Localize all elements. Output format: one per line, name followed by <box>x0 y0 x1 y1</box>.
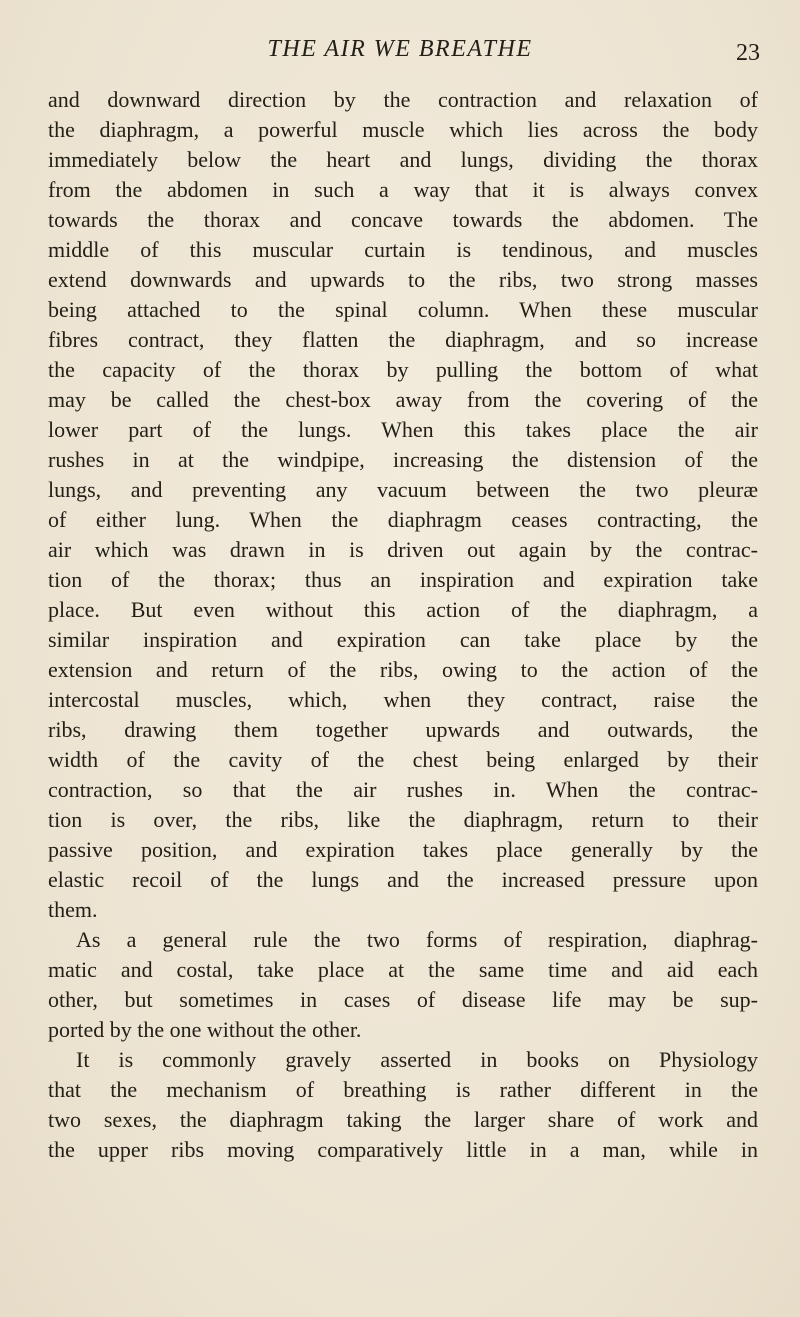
text-line: As a general rule the two forms of respiration, diaphrag- <box>76 927 758 952</box>
text-line: matic and costal, take place at the same time and aid each <box>48 957 758 982</box>
text-line: elastic recoil of the lungs and the increased pressure upon <box>48 867 758 892</box>
text-line: contraction, so that the air rushes in. When the contrac- <box>48 777 758 802</box>
text-line: middle of this muscular curtain is tendinous, and muscles <box>48 237 758 262</box>
text-line: the capacity of the thorax by pulling the bottom of what <box>48 357 758 382</box>
text-line: rushes in at the windpipe, increasing the distension of the <box>48 447 758 472</box>
text-line: air which was drawn in is driven out again by the contrac- <box>48 537 758 562</box>
text-line: being attached to the spinal column. When these muscular <box>48 297 758 322</box>
running-head <box>0 34 800 64</box>
text-line: ribs, drawing them together upwards and outwards, the <box>48 717 758 742</box>
text-line: the upper ribs moving comparatively little in a man, while in <box>48 1137 758 1162</box>
text-line: them. <box>48 897 98 922</box>
text-line: immediately below the heart and lungs, dividing the thorax <box>48 147 758 172</box>
text-line: other, but sometimes in cases of disease life may be sup- <box>48 987 758 1012</box>
text-line: from the abdomen in such a way that it is always convex <box>48 177 758 202</box>
text-line: extension and return of the ribs, owing to the action of the <box>48 657 758 682</box>
text-line: the diaphragm, a powerful muscle which lies across the body <box>48 117 758 142</box>
text-line: two sexes, the diaphragm taking the larger share of work and <box>48 1107 758 1132</box>
text-line: passive position, and expiration takes place generally by the <box>48 837 758 862</box>
text-line: lower part of the lungs. When this takes place the air <box>48 417 758 442</box>
text-line: intercostal muscles, which, when they contract, raise the <box>48 687 758 712</box>
text-line: that the mechanism of breathing is rather different in the <box>48 1077 758 1102</box>
text-line: may be called the chest-box away from the covering of the <box>48 387 758 412</box>
text-line: width of the cavity of the chest being enlarged by their <box>48 747 758 772</box>
text-line: similar inspiration and expiration can take place by the <box>48 627 758 652</box>
body-text <box>48 85 758 1165</box>
text-line: It is commonly gravely asserted in books on Physiology <box>76 1047 758 1072</box>
running-title: THE AIR WE BREATHE <box>267 36 533 62</box>
text-line: and downward direction by the contraction and relaxation of <box>48 87 758 112</box>
text-line: place. But even without this action of the diaphragm, a <box>48 597 758 622</box>
text-line: of either lung. When the diaphragm ceases contracting, the <box>48 507 758 532</box>
text-line: tion of the thorax; thus an inspiration and expiration take <box>48 567 758 592</box>
text-line: extend downwards and upwards to the ribs, two strong masses <box>48 267 758 292</box>
text-line: towards the thorax and concave towards the abdomen. The <box>48 207 758 232</box>
text-line: lungs, and preventing any vacuum between the two pleuræ <box>48 477 758 502</box>
page-number: 23 <box>736 40 760 66</box>
text-line: tion is over, the ribs, like the diaphragm, return to their <box>48 807 758 832</box>
text-line: ported by the one without the other. <box>48 1017 362 1042</box>
text-line: fibres contract, they flatten the diaphragm, and so increase <box>48 327 758 352</box>
